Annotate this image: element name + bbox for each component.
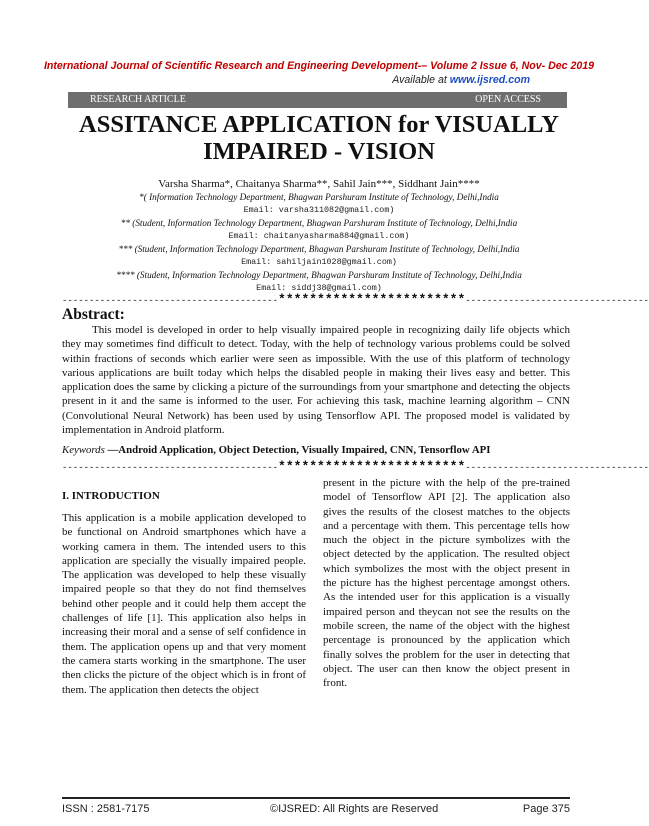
separator-dashes-left: ---------------------------------------- xyxy=(62,296,279,306)
separator-top xyxy=(62,292,649,307)
email-4: Email: siddj38@gmail.com) xyxy=(256,283,382,293)
affiliation-3: *** (Student, Information Technology Department, Bhagwan Parshuram Institute of Technology, Delhi,India xyxy=(118,244,520,254)
separator-bottom xyxy=(62,459,649,474)
separator-dashes-left: ---------------------------------------- xyxy=(62,463,279,473)
separator-stars: ************************ xyxy=(278,459,466,474)
access-label: OPEN ACCESS xyxy=(475,94,541,105)
footer-divider xyxy=(62,797,570,799)
email-1: Email: varsha311082@gmail.com) xyxy=(243,205,395,215)
affiliation-4: **** (Student, Information Technology Department, Bhagwan Parshuram Institute of Technology, Delhi,India xyxy=(116,270,522,280)
keywords-text: —Android Application, Object Detection, Visually Impaired, CNN, Tensorflow API xyxy=(104,444,491,456)
separator-stars: ************************ xyxy=(278,292,466,307)
separator-dashes-right: ---------------------------------- xyxy=(465,463,649,473)
footer-page-number: Page 375 xyxy=(522,803,570,815)
availability-line xyxy=(392,74,530,86)
footer-rights: ©IJSRED: All Rights are Reserved xyxy=(270,803,439,815)
author-list: Varsha Sharma*, Chaitanya Sharma**, Sahil Jain***, Siddhant Jain**** xyxy=(158,178,480,190)
intro-column-left: This application is a mobile application developed to be functional on Android smartphones which have a working camera in them. The intended users to this application are specially the visually impaired people. The application was developed to help these visually impaired people so that they do not find themselves behind other people and it could help them accept the challenges of life [1]. This application also helps in increasing their moral and a sense of self confidence in them. The application opens up and that very moment the camera starts working in the smartphone. The user then clicks the picture of the object which is in front of them. The application then detects the object xyxy=(62,512,306,696)
abstract-heading: Abstract: xyxy=(62,306,125,323)
title-line-1: ASSITANCE APPLICATION for VISUALLY xyxy=(79,111,559,138)
article-type-band xyxy=(68,92,567,108)
email-2: Email: chaitanyasharma884@gmail.com) xyxy=(228,231,410,241)
email-3: Email: sahiljain1028@gmail.com) xyxy=(241,257,397,267)
journal-header: International Journal of Scientific Research and Engineering Development-– Volume 2 Issue 6, Nov- Dec 2019 xyxy=(43,60,595,72)
keywords-label: Keywords xyxy=(62,444,105,456)
separator-dashes-right: ---------------------------------- xyxy=(465,296,649,306)
affiliation-2: ** (Student, Information Technology Department, Bhagwan Parshuram Institute of Technology, Delhi,India xyxy=(120,218,518,228)
article-type-label: RESEARCH ARTICLE xyxy=(90,94,186,105)
keywords-line xyxy=(62,444,570,456)
title-line-2: IMPAIRED - VISION xyxy=(203,138,435,165)
intro-column-right: present in the picture with the help of the pre-trained model of Tensorflow API [2]. The application also gives the results of the closest matches to the objects and a percentage with them. This percentage tells how much the object in the picture symbolizes with the object detected by the application. The resulted object which symbolizes the most with the object present in the picture has the highest percentage amongst others. As the intended user for this application is a visually impaired person and theycan not see the results on the mobile screen, the name of the object with the highest percentage is pronounced by the application which finally solves the problem for the user in detecting that object. The user can then know the object present in front. xyxy=(323,477,570,690)
journal-website-link[interactable]: www.ijsred.com xyxy=(449,74,530,86)
available-prefix: Available at xyxy=(392,74,450,86)
footer-issn: ISSN : 2581-7175 xyxy=(62,803,150,815)
affiliation-1: *( Information Technology Department, Bhagwan Parshuram Institute of Technology, Delhi,India xyxy=(139,192,499,202)
section-heading-introduction: I. INTRODUCTION xyxy=(62,490,160,502)
abstract-text: This model is developed in order to help visually impaired people in recognizing daily life objects which they may sometimes find difficult to detect. Today, with the help of technology various problems could be solved within fractions of seconds which earlier were seen as impossible. With the use of this platform of technology various applications are built today which helps the disabled people in making their lives easy and better. This application does the same by clicking a picture of the surroundings from your smartphone and detecting the objects present in it and the same is informed to the user. For achieving this task, machine learning algorithm – CNN (Convolutional Neural Network) has been used by using Tensorflow API. The proposed model is validated by implementation in Android platform. xyxy=(62,324,570,437)
paper-title xyxy=(40,111,598,165)
